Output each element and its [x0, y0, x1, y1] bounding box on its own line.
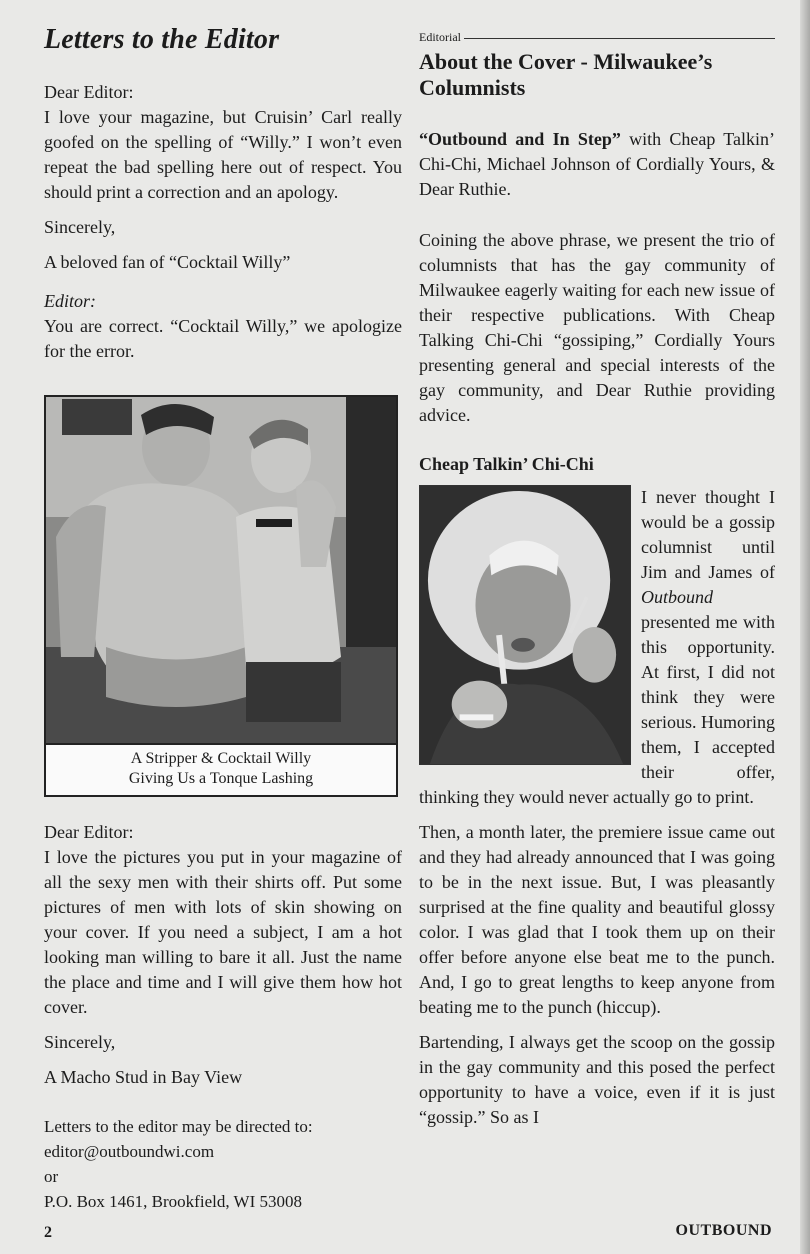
photo-caption-line-1: A Stripper & Cocktail Willy [130, 750, 312, 767]
letter1-salutation: Dear Editor: [44, 82, 134, 102]
page-number: 2 [44, 1224, 52, 1241]
section-label [419, 30, 775, 45]
section-rule [464, 38, 775, 39]
letter1-body: I love your magazine, but Cruisin’ Carl really goofed on the spelling of “Willy.” I won’t even repeat the bad spelling here out of respect. You should print a correction and an apology. [44, 107, 402, 202]
contact-address: P.O. Box 1461, Brookfield, WI 53008 [44, 1192, 302, 1211]
letter2 [44, 820, 402, 1100]
letter1-signature: A beloved fan of “Cocktail Willy” [44, 252, 291, 272]
letter1-closing: Sincerely, [44, 217, 116, 237]
editorial-intro: Coining the above phrase, we present the trio of columnists that has the gay community of Milwaukee eagerly waiting for each new issue of their respective publications. With Cheap Talking Chi-Chi “gossiping,” Cordially Yours presenting general and special interests of the gay community, and Dear Ruthie providing advice. [419, 230, 775, 425]
editorial-subhead [419, 127, 775, 202]
chichi-paragraph-3: Bartending, I always get the scoop on the gossip in the gay community and this posed the perfect opportunity to have a voice, even if it is just “gossip.” So as I [419, 1032, 775, 1127]
photo-caption-line-2: Giving Us a Tonque Lashing [128, 770, 314, 787]
letters-photo-frame [44, 395, 398, 797]
p1-italic-outbound: Outbound [641, 587, 713, 607]
contact-email: editor@outboundwi.com [44, 1142, 215, 1161]
editor-reply-text: You are correct. “Cocktail Willy,” we apologize for the error. [44, 316, 402, 361]
page-edge-shadow [800, 0, 810, 1254]
column-title: Cheap Talkin’ Chi-Chi [419, 454, 594, 474]
contact-info [44, 1114, 402, 1214]
subhead-rest: with Cheap Talkin’ Chi-Chi, Michael Johnson of Cordially Yours, & Dear Ruthie. [419, 129, 776, 199]
stripper-and-cocktail-willy-photo [46, 397, 396, 743]
p1-after: presented me with this opportunity. At first, I did not think they were serious. Humoring them, I accepted their offer, thinking they would never actually go to print. [419, 612, 775, 807]
letter2-body: I love the pictures you put in your magazine of all the sexy men with their shirts off. Put some pictures of men with lots of skin showing on your cover. If you need a subject, I am a hot looking man willing to bare it all. Just the name the place and time and I will give them how hot cover. [44, 847, 402, 1017]
letters-title: Letters to the Editor [44, 24, 280, 55]
editorial-column [419, 30, 775, 1130]
editorial-headline: About the Cover - Milwaukee’s Columnists [419, 49, 713, 100]
chi-chi-photo [419, 485, 631, 765]
subhead-bold: “Outbound and In Step” [419, 129, 621, 149]
letter2-closing: Sincerely, [44, 1032, 116, 1052]
chichi-paragraph-2: Then, a month later, the premiere issue came out and they had already announced that I was going to be in the next issue. But, I was pleasantly surprised at the fine quality and beautiful glossy color. I was glad that I took them up on their offer before anyone else beat me to the punch. And, I go to great lengths to keep anyone from beating me to the punch (hiccup). [419, 822, 775, 1017]
p1-before: I never thought I would be a gossip columnist until Jim and James of [641, 487, 775, 582]
magazine-footer: OUTBOUND [675, 1222, 772, 1239]
contact-intro: Letters to the editor may be directed to: [44, 1117, 313, 1136]
photo-caption [46, 743, 396, 789]
letters-column [44, 24, 402, 364]
letter2-salutation: Dear Editor: [44, 822, 134, 842]
editor-reply-label: Editor: [44, 291, 96, 311]
chichi-article [419, 485, 775, 1130]
section-label-text: Editorial [419, 30, 461, 44]
letter2-signature: A Macho Stud in Bay View [44, 1067, 243, 1087]
contact-or: or [44, 1167, 59, 1186]
